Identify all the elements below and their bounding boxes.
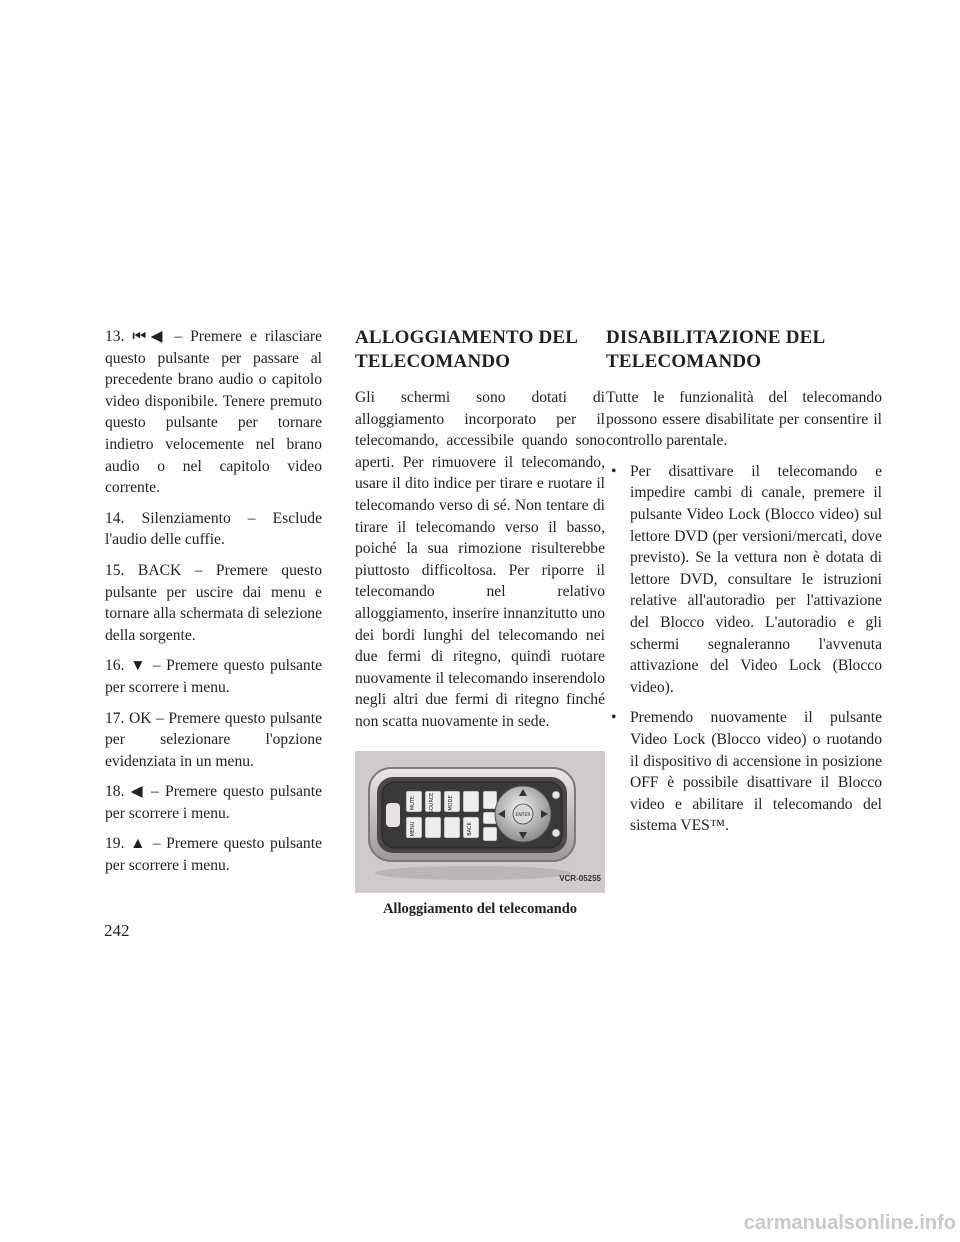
remote-dock-image <box>355 751 605 893</box>
disabilitazione-list <box>606 461 882 837</box>
item-14: 14. Silenziamento – Esclude l'audio delle cuffie. <box>105 509 322 549</box>
item-17: 17. OK – Premere questo pulsante per selezionare l'opzione evidenziata in un menu. <box>105 709 322 770</box>
menu-label: MENU <box>410 821 416 836</box>
ok-label: ENTER <box>515 812 531 818</box>
section-heading-alloggiamento: ALLOGGIAMENTO DEL TELECOMANDO <box>355 327 579 372</box>
item-15: 15. BACK – Premere questo pulsante per uscire dai menu e tornare alla schermata di selezione della sorgente. <box>105 561 322 644</box>
bullet-item: • Premendo nuovamente il pulsante Video Lock (Blocco video) o ruotando il dispositivo di accensione in posizione OFF è possibile disattivare il Blocco video e abilitare il telecomando del sistema VES™. <box>606 707 882 837</box>
alloggiamento-paragraph: Gli schermi sono dotati di alloggiamento incorporato per il telecomando, accessibile quando sono aperti. Per rimuovere il telecomando, usare il dito indice per tirare e ruotare il telecomando verso di sé. Non tentare di tirare il telecomando verso il basso, poiché la sua rimozione risulterebbe piuttosto difficoltosa. Per riporre il telecomando nel relativo alloggiamento, inserire innanzitutto uno dei bordi lunghi del telecomando nei due fermi di ritegno, quindi ruotare nuovamente il telecomando inserendolo negli altri due fermi di ritegno finché non scatta nuovamente in sede. <box>355 389 605 730</box>
item-19: 19. ▲ – Premere questo pulsante per scorrere i menu. <box>105 835 322 875</box>
watermark: carmanualsonline.info <box>743 1212 956 1234</box>
page-number: 242 <box>104 921 130 940</box>
left-column <box>105 326 322 886</box>
mode-label: MODE <box>448 794 454 811</box>
bullet-item: • Per disattivare il telecomando e impedire cambi di canale, premere il pulsante Video Lock (Blocco video) sul lettore DVD (per versioni/mercati, dove previsto). Se la vettura non è dotata di lettore DVD, consultare le istruzioni relative all'autoradio per l'attivazione del Blocco video. L'autoradio e gli schermi segnaleranno l'avvenuta attivazione del Video Lock (Blocco video). <box>606 461 882 699</box>
source-label: SOURCE <box>429 792 435 813</box>
right-column <box>606 326 882 846</box>
item-18: 18. ◀ – Premere questo pulsante per scorrere i menu. <box>105 783 322 822</box>
disabilitazione-intro: Tutte le funzionalità del telecomando possono essere disabilitate per consentire il controllo parentale. <box>606 389 882 450</box>
item-16: 16. ▼ – Premere questo pulsante per scorrere i menu. <box>105 657 322 696</box>
back-label: BACK <box>467 821 473 836</box>
power-button-shape <box>386 803 400 827</box>
remote-dock-figure <box>355 751 605 921</box>
figure-code: VCR-05255 <box>559 873 601 883</box>
middle-column <box>355 326 605 920</box>
mute-label: MUTE <box>410 795 416 810</box>
section-heading-disabilitazione: DISABILITAZIONE DEL TELECOMANDO <box>606 327 826 372</box>
item-13: 13. ⏮◀ – Premere e rilasciare questo pulsante per passare al precedente brano audio o capitolo video disponibile. Tenere premuto questo pulsante per tornare indietro velocemente nel brano audio o nel capitolo video corrente. <box>105 328 322 497</box>
figure-caption: Alloggiamento del telecomando <box>382 900 578 917</box>
